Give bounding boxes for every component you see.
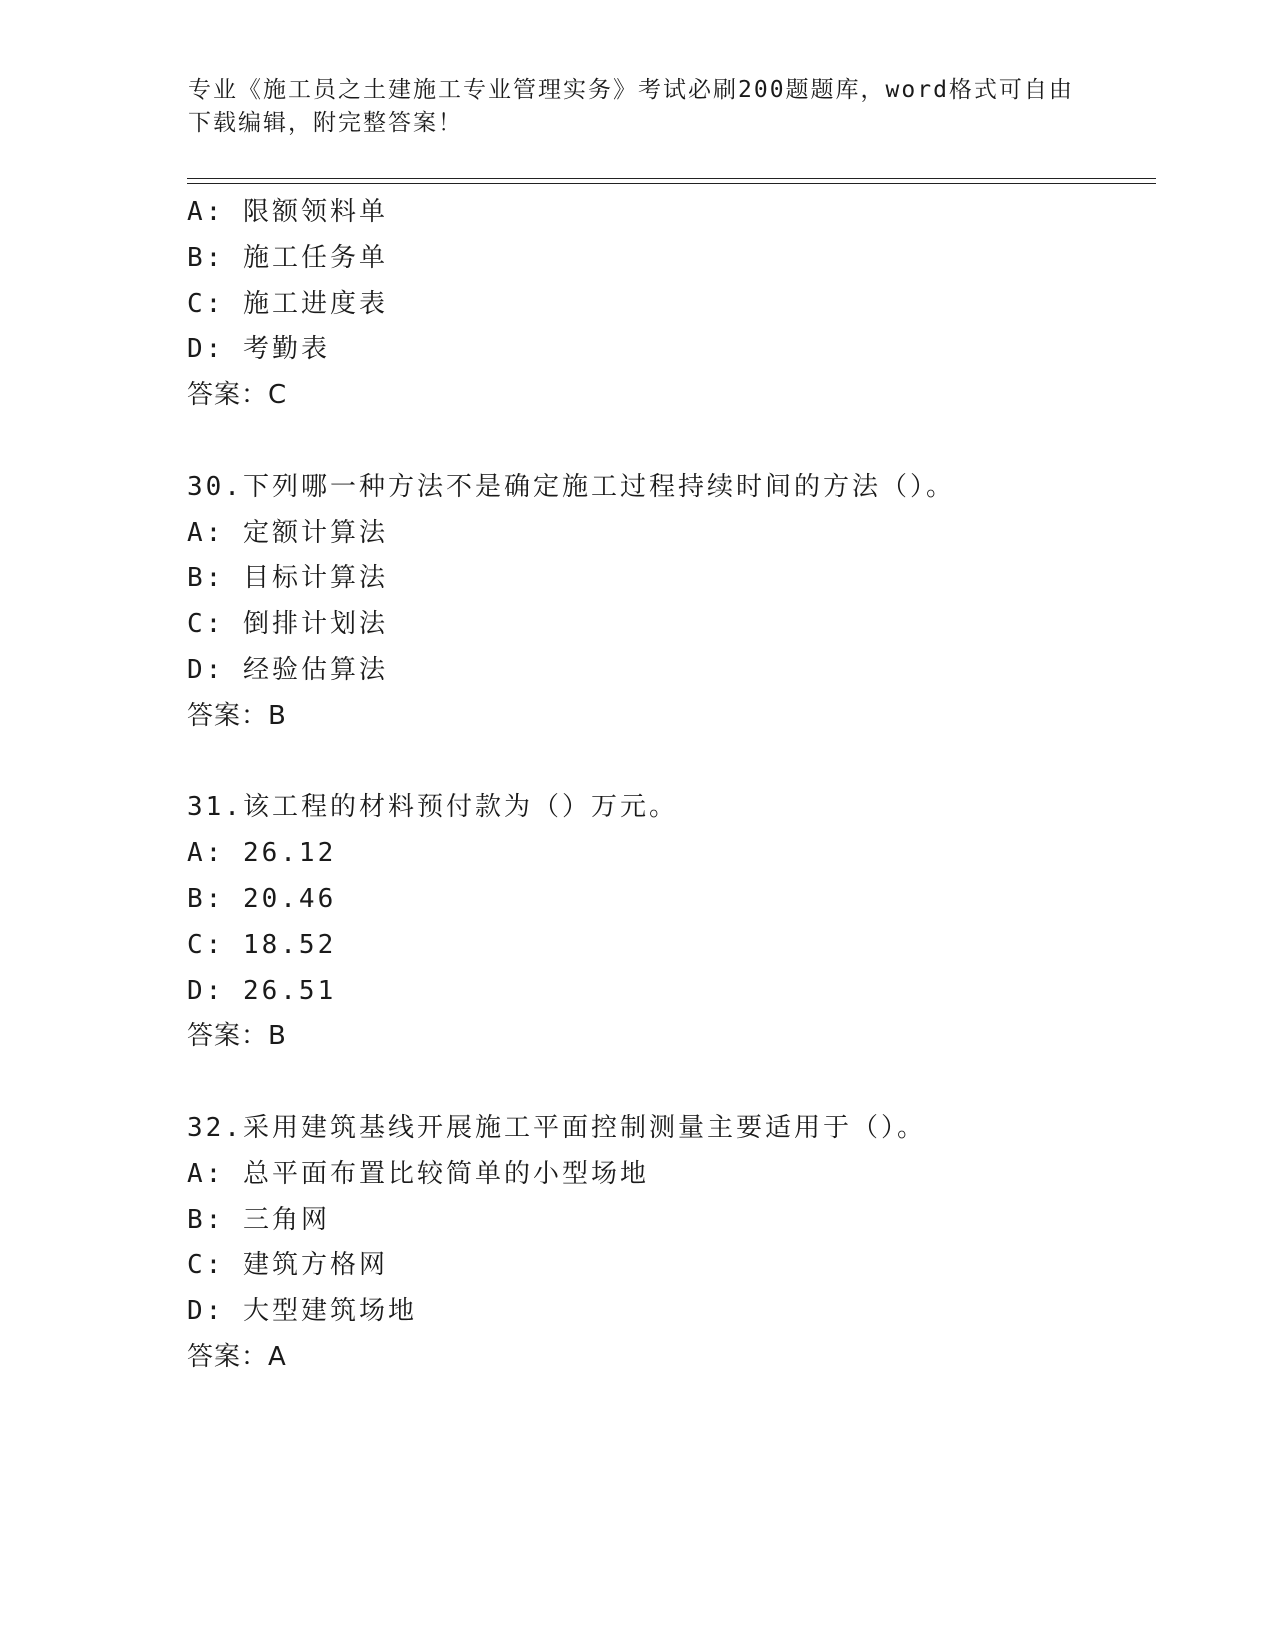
question-block-31: [187, 785, 1147, 1060]
option-a: A: 定额计算法: [187, 517, 388, 548]
question-title: 30.下列哪一种方法不是确定施工过程持续时间的方法（）。: [187, 471, 955, 502]
option-c: C: 18.52: [187, 929, 337, 960]
option-a: A: 总平面布置比较简单的小型场地: [187, 1158, 649, 1189]
question-block-continued: [187, 190, 1147, 419]
spacer: [187, 1060, 1147, 1106]
option-d: D: 经验估算法: [187, 654, 388, 685]
question-title: 31.该工程的材料预付款为（）万元。: [187, 792, 678, 823]
spacer: [187, 740, 1147, 786]
option-d: D: 考勤表: [187, 334, 330, 365]
option-b: B: 目标计算法: [187, 563, 388, 594]
option-d: D: 大型建筑场地: [187, 1296, 417, 1327]
header-line-2: 下载编辑，附完整答案！: [188, 110, 463, 136]
option-b: B: 施工任务单: [187, 242, 388, 273]
question-title: 32.采用建筑基线开展施工平面控制测量主要适用于（）。: [187, 1112, 926, 1143]
answer-line: 答案：B: [187, 1021, 287, 1052]
option-c: C: 建筑方格网: [187, 1250, 388, 1281]
header-divider-top: [187, 178, 1156, 179]
header-divider-bottom: [187, 183, 1156, 184]
question-block-30: [187, 465, 1147, 740]
question-list: [187, 190, 1147, 1381]
answer-line: 答案：C: [187, 380, 288, 411]
question-block-32: [187, 1106, 1147, 1381]
header-line-1: 专业《施工员之土建施工专业管理实务》考试必刷200题题库，word格式可自由: [188, 77, 1074, 103]
answer-line: 答案：B: [187, 700, 287, 731]
option-a: A: 26.12: [187, 838, 337, 869]
option-d: D: 26.51: [187, 975, 337, 1006]
answer-line: 答案：A: [187, 1341, 287, 1372]
option-c: C: 倒排计划法: [187, 609, 388, 640]
option-b: B: 三角网: [187, 1204, 330, 1235]
option-b: B: 20.46: [187, 883, 337, 914]
option-c: C: 施工进度表: [187, 288, 388, 319]
option-a: A: 限额领料单: [187, 197, 388, 227]
document-header: [188, 74, 1088, 140]
spacer: [187, 419, 1147, 465]
